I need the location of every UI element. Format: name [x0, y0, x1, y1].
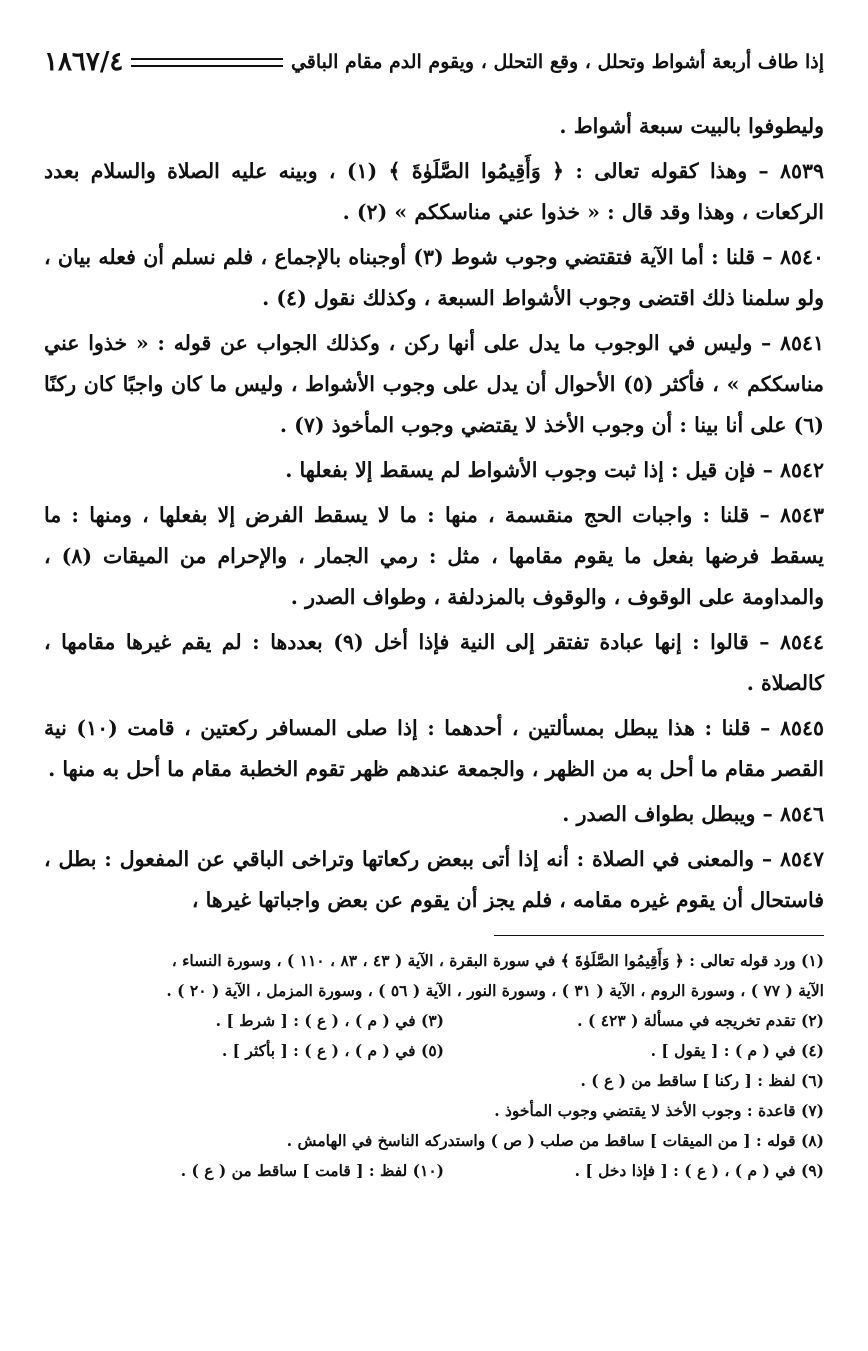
paragraph-8546: ٨٥٤٦ – ويبطل بطواف الصدر . [562, 802, 824, 826]
running-head [44, 40, 824, 84]
footnote-8: (٨) قوله : [ من الميقات ] ساقط من صلب ( ص ) واستدركه الناسخ في الهامش . [286, 1131, 824, 1150]
footnote-row-2-3 [44, 1006, 824, 1036]
paragraph-8544: ٨٥٤٤ – قالوا : إنها عبادة تفتقر إلى النية فإذا أخل (٩) بعددها : لم يقم غيرها مقامها ، كالصلاة . [44, 630, 824, 695]
footnote-6: (٦) لفظ : [ ركنا ] ساقط من ( ع ) . [580, 1071, 824, 1090]
footnote-9: (٩) في ( م ) ، ( ع ) : [ فإذا دخل ] . [574, 1161, 824, 1180]
paragraph-8545: ٨٥٤٥ – قلنا : هذا يبطل بمسألتين ، أحدهما : إذا صلى المسافر ركعتين ، قامت (١٠) نية القصر مقام ما أحل به من الظهر ، والجمعة عندهم ظهر تقوم الخطبة مقام ما أحل به منها . [44, 716, 824, 781]
paragraph-continuation: وليطوفوا بالبيت سبعة أشواط . [559, 114, 824, 138]
paragraph-8543: ٨٥٤٣ – قلنا : واجبات الحج منقسمة ، منها : ما لا يسقط الفرض إلا بفعلها ، ومنها : ما يسقط فرضها بفعل ما يقوم مقامها ، مثل : رمي الجمار ، والإحرام من الميقات (٨) ، والمداومة على الوقوف ، والوقوف بالمزدلفة ، وطواف الصدر . [44, 503, 824, 609]
page-number: ١٨٦٧/٤ [44, 47, 124, 77]
header-double-rule [131, 58, 283, 67]
main-text [44, 106, 824, 921]
paragraph-8541: ٨٥٤١ – وليس في الوجوب ما يدل على أنها ركن ، وكذلك الجواب عن قوله : « خذوا عني مناسككم » ، فأكثر (٥) الأحوال أن يدل على وجوب الأشواط ، وليس ما كان واجبًا كان ركنًا (٦) على أنا بينا : أن وجوب الأخذ لا يقتضي وجوب المأخوذ (٧) . [44, 331, 824, 437]
footnotes [44, 946, 824, 1186]
footnote-3: (٣) في ( م ) ، ( ع ) : [ شرط ] . [215, 1011, 444, 1030]
paragraph-8547: ٨٥٤٧ – والمعنى في الصلاة : أنه إذا أتى ببعض ركعاتها وتراخى الباقي عن المفعول : بطل ، فاستحال أن يقوم غيره مقامه ، فلم يجز أن يقوم عن بعض واجباتها غيرها ، [44, 847, 824, 912]
paragraph-8540: ٨٥٤٠ – قلنا : أما الآية فتقتضي وجوب شوط (٣) أوجبناه بالإجماع ، فلم نسلم أن فعله بيان ، ولو سلمنا ذلك اقتضى وجوب الأشواط السبعة ، وكذلك نقول (٤) . [44, 245, 824, 310]
footnote-1-line-1: (١) ورد قوله تعالى : ﴿ وَأَقِيمُوا الصَّلَوٰةَ ﴾ في سورة البقرة ، الآية ( ٤٣ ، ٨٣ ، ١١٠ ) ، وسورة النساء ، [171, 951, 824, 970]
footnote-4: (٤) في ( م ) : [ يقول ] . [650, 1041, 824, 1060]
paragraph-8539: ٨٥٣٩ – وهذا كقوله تعالى : ﴿ وَأَقِيمُوا الصَّلَوٰةَ ﴾ (١) ، وبينه عليه الصلاة والسلام بعدد الركعات ، وهذا وقد قال : « خذوا عني مناسككم » (٢) . [44, 159, 825, 224]
footnote-2: (٢) تقدم تخريجه في مسألة ( ٤٢٣ ) . [577, 1011, 824, 1030]
footnote-10: (١٠) لفظ : [ قامت ] ساقط من ( ع ) . [180, 1161, 444, 1180]
footnote-7: (٧) قاعدة : وجوب الأخذ لا يقتضي وجوب المأخوذ . [494, 1101, 824, 1120]
footnote-row-4-5 [44, 1036, 824, 1066]
paragraph-8542: ٨٥٤٢ – فإن قيل : إذا ثبت وجوب الأشواط لم يسقط إلا بفعلها . [285, 458, 824, 482]
footnote-row-9-10 [44, 1156, 824, 1186]
running-title: إذا طاف أربعة أشواط وتحلل ، وقع التحلل ، ويقوم الدم مقام الباقي [290, 51, 824, 73]
footnote-separator [494, 935, 824, 936]
footnote-1-line-2: الآية ( ٧٧ ) ، وسورة الروم ، الآية ( ٣١ ) ، وسورة النور ، الآية ( ٥٦ ) ، وسورة المزمل ، الآية ( ٢٠ ) . [166, 981, 824, 1000]
footnote-5: (٥) في ( م ) ، ( ع ) : [ بأكثر ] . [221, 1041, 444, 1060]
